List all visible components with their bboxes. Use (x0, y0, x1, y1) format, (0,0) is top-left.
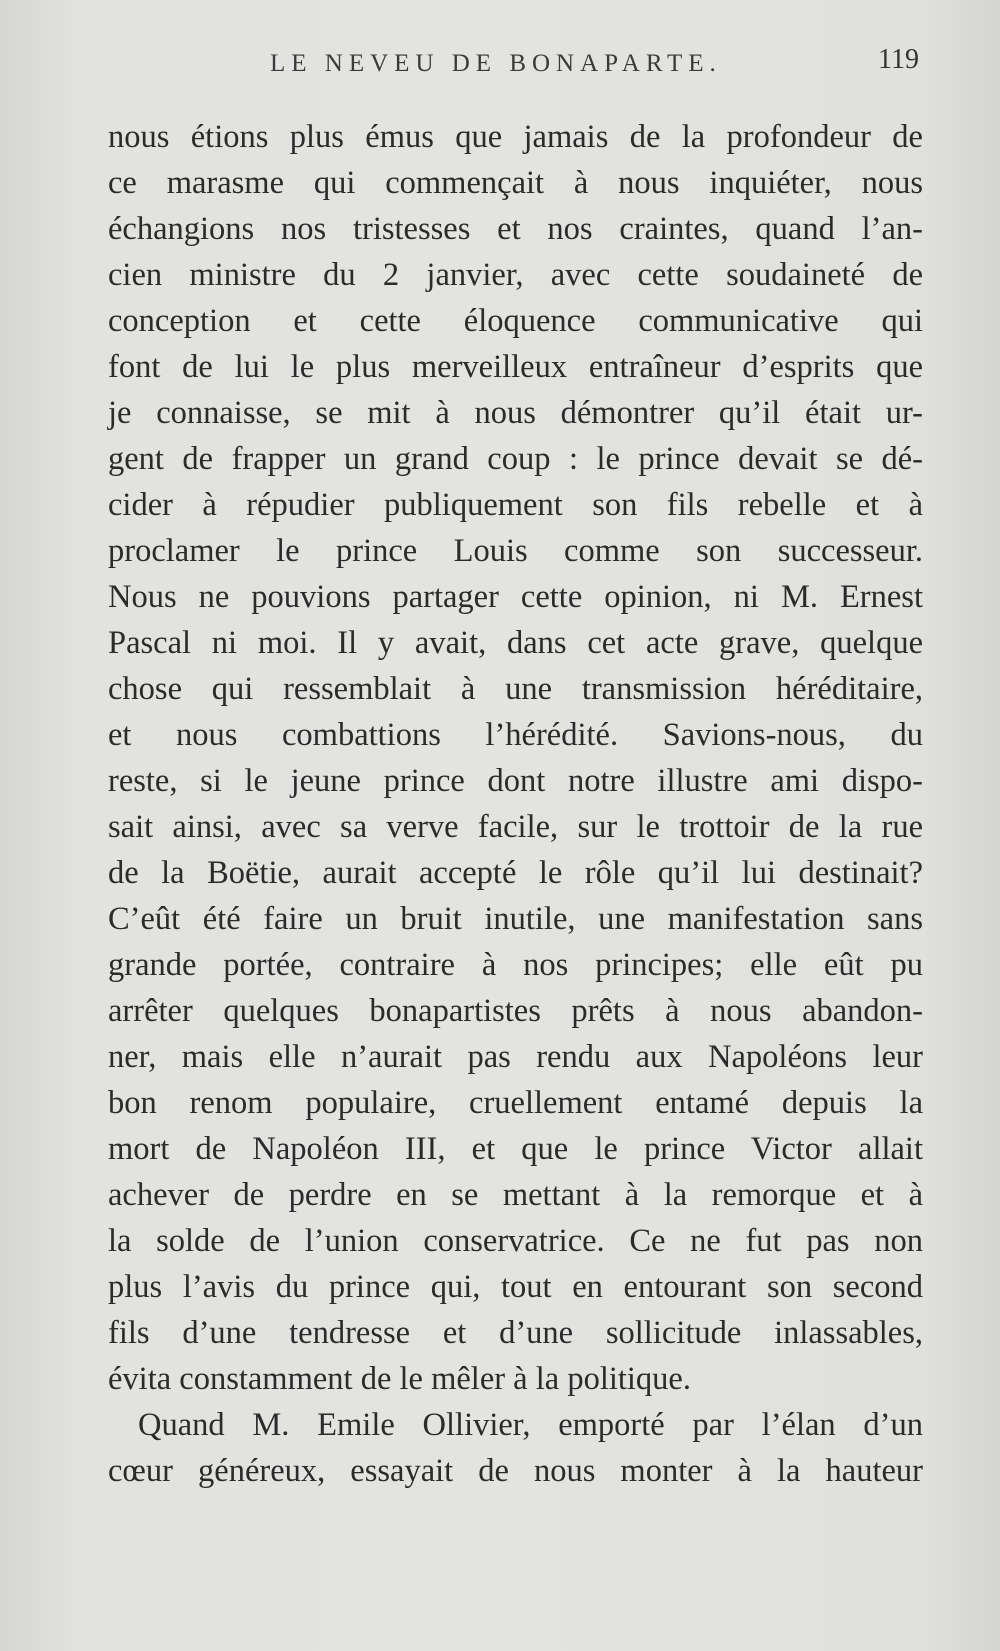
text-line: évita constamment de le mêler à la politique. (108, 1361, 691, 1397)
text-line: proclamer le prince Louis comme son successeur. (108, 533, 923, 569)
text-line: ce marasme qui commençait à nous inquiéter, nous (108, 165, 923, 201)
body-text (108, 114, 923, 1494)
text-line: échangions nos tristesses et nos craintes, quand l’an- (108, 211, 923, 247)
text-line: chose qui ressemblait à une transmission héréditaire, (108, 671, 923, 707)
text-line: cien ministre du 2 janvier, avec cette soudaineté de (108, 257, 923, 293)
text-line: ner, mais elle n’aurait pas rendu aux Napoléons leur (108, 1039, 923, 1075)
text-line: gent de frapper un grand coup : le prince devait se dé- (108, 441, 923, 477)
running-title: LE NEVEU DE BONAPARTE. (270, 50, 722, 77)
text-line: reste, si le jeune prince dont notre illustre ami dispo- (108, 763, 923, 799)
text-line: conception et cette éloquence communicative qui (108, 303, 923, 339)
text-line: la solde de l’union conservatrice. Ce ne fut pas non (108, 1223, 923, 1259)
page-number: 119 (878, 44, 919, 75)
text-line: cœur généreux, essayait de nous monter à la hauteur (108, 1453, 923, 1489)
text-line: sait ainsi, avec sa verve facile, sur le trottoir de la rue (108, 809, 923, 845)
text-line: de la Boëtie, aurait accepté le rôle qu’il lui destinait? (108, 855, 923, 891)
text-line: arrêter quelques bonapartistes prêts à nous abandon- (108, 993, 923, 1029)
text-line: et nous combattions l’hérédité. Savions-nous, du (108, 717, 923, 753)
text-line: Quand M. Emile Ollivier, emporté par l’élan d’un (138, 1407, 923, 1443)
text-line: grande portée, contraire à nos principes; elle eût pu (108, 947, 923, 983)
text-line: Nous ne pouvions partager cette opinion, ni M. Ernest (108, 579, 923, 615)
text-line: bon renom populaire, cruellement entamé depuis la (108, 1085, 923, 1121)
text-line: cider à répudier publiquement son fils rebelle et à (108, 487, 923, 523)
text-line: plus l’avis du prince qui, tout en entourant son second (108, 1269, 923, 1305)
text-line: font de lui le plus merveilleux entraîneur d’esprits que (108, 349, 923, 385)
text-line: je connaisse, se mit à nous démontrer qu’il était ur- (108, 395, 923, 431)
running-header (0, 44, 1000, 90)
text-line: Pascal ni moi. Il y avait, dans cet acte grave, quelque (108, 625, 923, 661)
text-line: achever de perdre en se mettant à la remorque et à (108, 1177, 923, 1213)
paragraph (108, 114, 923, 1402)
text-line: fils d’une tendresse et d’une sollicitude inlassables, (108, 1315, 923, 1351)
text-line: C’eût été faire un bruit inutile, une manifestation sans (108, 901, 923, 937)
text-line: mort de Napoléon III, et que le prince Victor allait (108, 1131, 923, 1167)
paragraph (108, 1402, 923, 1494)
text-line: nous étions plus émus que jamais de la profondeur de (108, 119, 923, 155)
